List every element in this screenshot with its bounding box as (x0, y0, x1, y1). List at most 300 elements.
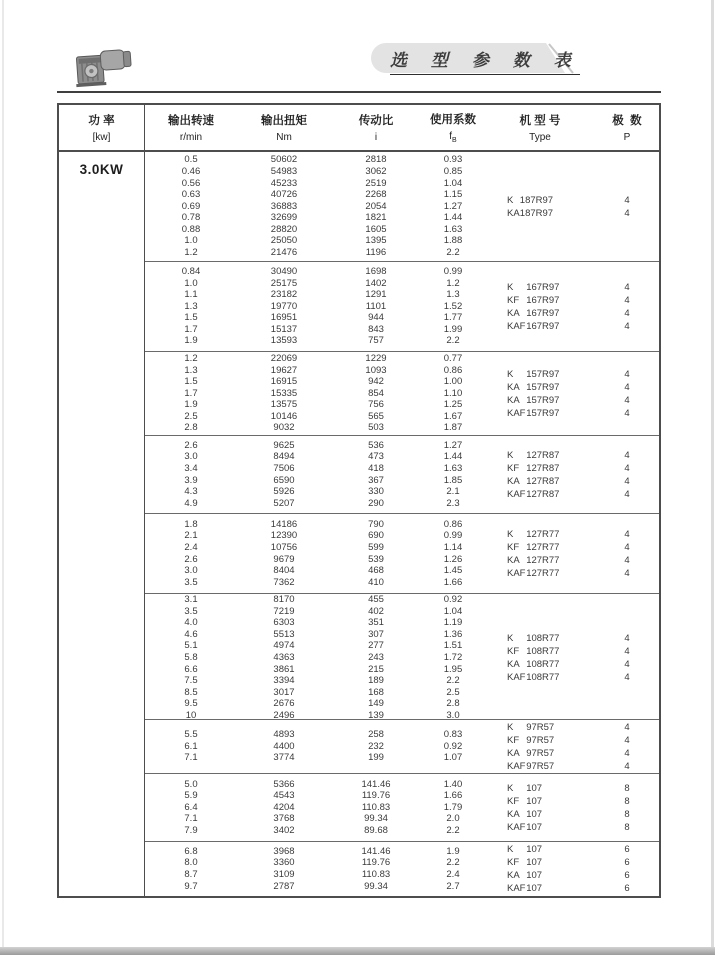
value-cell: 232 (368, 740, 384, 752)
value-cell: 15335 (270, 387, 298, 399)
value-column (331, 514, 421, 593)
value-cell: 402 (368, 605, 384, 617)
value-cell: 3861 (273, 663, 295, 675)
value-cell: 1.5 (184, 376, 198, 388)
value-cell: 757 (368, 335, 384, 347)
pole-count: 4 (624, 554, 630, 566)
header-column-label: 输出扭矩 (261, 115, 307, 127)
model-label (507, 475, 595, 488)
value-cell: 290 (368, 497, 384, 509)
pole-count: 4 (624, 207, 630, 219)
model-code: 127R87 (526, 475, 560, 487)
value-cell: 942 (368, 376, 384, 388)
value-cell: 1.66 (443, 790, 463, 802)
value-cell: 7.9 (184, 824, 198, 836)
value-cell: 599 (368, 541, 384, 553)
value-column (331, 152, 421, 261)
model-column (485, 152, 595, 261)
value-cell: 3.5 (184, 605, 198, 617)
value-column (237, 352, 331, 435)
value-cell: 0.78 (181, 212, 201, 224)
value-cell: 2.2 (446, 247, 460, 259)
model-code: 97R57 (526, 734, 555, 746)
value-cell: 1.10 (443, 387, 463, 399)
value-cell: 243 (368, 651, 384, 663)
value-cell: 1.5 (184, 312, 198, 324)
value-cell: 3017 (273, 686, 295, 698)
value-cell: 3109 (273, 869, 295, 880)
value-cell: 1.99 (443, 323, 463, 335)
value-cell: 1.36 (443, 628, 463, 640)
model-column (485, 262, 595, 351)
model-prefix: KA (507, 381, 520, 393)
value-cell: 3968 (273, 845, 295, 857)
value-cell: 6.8 (184, 845, 198, 857)
value-cell: 0.77 (443, 352, 463, 364)
value-cell: 10756 (270, 541, 298, 553)
value-column (145, 774, 237, 841)
value-cell: 1.15 (443, 189, 463, 201)
value-cell: 4.9 (184, 497, 198, 509)
value-cell: 1402 (365, 277, 387, 289)
value-cell: 1.27 (443, 439, 463, 451)
value-cell: 7.1 (184, 752, 198, 764)
model-label (507, 194, 595, 207)
model-code: 97R57 (526, 721, 555, 733)
value-cell: 3402 (273, 824, 295, 836)
pole-count: 4 (624, 528, 630, 540)
value-cell: 0.86 (443, 364, 463, 376)
poles-column (595, 514, 659, 593)
model-label (507, 449, 595, 462)
value-cell: 1.26 (443, 553, 463, 565)
model-prefix: K (507, 844, 514, 855)
value-cell: 0.99 (443, 265, 463, 277)
value-cell: 2.8 (446, 698, 460, 710)
model-label (507, 528, 595, 541)
model-code: 157R97 (526, 394, 560, 406)
value-cell: 1605 (365, 223, 387, 235)
model-code: 97R57 (526, 760, 555, 772)
model-label (507, 307, 595, 320)
model-prefix: KA (507, 870, 520, 881)
header-column-cell (145, 105, 237, 150)
pole-count: 4 (624, 394, 630, 406)
value-cell: 1.07 (443, 752, 463, 764)
value-cell: 99.34 (364, 880, 388, 892)
pole-count: 4 (624, 645, 630, 657)
model-prefix: KF (507, 734, 520, 746)
value-cell: 2.0 (446, 813, 460, 825)
pole-count: 4 (624, 658, 630, 670)
value-cell: 3.4 (184, 462, 198, 474)
model-prefix: KF (507, 462, 520, 474)
value-column (421, 594, 485, 719)
value-cell: 4893 (273, 729, 295, 741)
value-cell: 7.5 (184, 675, 198, 687)
model-label (507, 381, 595, 394)
value-cell: 2.2 (446, 335, 460, 347)
value-cell: 2.6 (184, 553, 198, 565)
value-cell: 30490 (270, 265, 298, 277)
pole-count: 4 (624, 320, 630, 332)
value-cell: 2.7 (446, 880, 460, 892)
pole-count: 4 (624, 541, 630, 553)
value-cell: 5.5 (184, 729, 198, 741)
value-cell: 4974 (273, 640, 295, 652)
value-column (331, 262, 421, 351)
model-label (507, 856, 595, 869)
value-cell: 3.0 (184, 565, 198, 577)
model-label (507, 294, 595, 307)
pole-count: 4 (624, 747, 630, 759)
value-cell: 16915 (270, 376, 298, 388)
value-cell: 565 (368, 410, 384, 422)
pole-count: 8 (624, 821, 630, 833)
value-cell: 473 (368, 451, 384, 463)
table-block (145, 719, 659, 773)
value-cell: 6.4 (184, 801, 198, 813)
value-cell: 1.9 (184, 335, 198, 347)
value-cell: 21476 (270, 247, 298, 259)
model-prefix: KAF (507, 320, 526, 332)
value-cell: 1.95 (443, 663, 463, 675)
pole-count: 4 (624, 632, 630, 644)
header-power-unit: [kw] (92, 132, 111, 143)
value-column (237, 774, 331, 841)
value-cell: 3394 (273, 675, 295, 687)
value-cell: 7219 (273, 605, 295, 617)
value-cell: 2.2 (446, 857, 460, 869)
value-column (331, 594, 421, 719)
pole-count: 6 (624, 870, 630, 881)
value-cell: 199 (368, 752, 384, 764)
model-prefix: KA (507, 658, 520, 670)
pole-count: 6 (624, 857, 630, 868)
value-column (331, 436, 421, 513)
model-prefix: KAF (507, 760, 526, 772)
value-cell: 1.0 (184, 277, 198, 289)
header-column-unit: $f_B$ (449, 131, 457, 144)
model-prefix: KF (507, 541, 520, 553)
page-title: 选 型 参 数 表 (390, 46, 580, 75)
model-prefix: KAF (507, 671, 526, 683)
model-label (507, 782, 595, 795)
value-cell: 468 (368, 565, 384, 577)
value-cell: 3.0 (184, 451, 198, 463)
value-cell: 9032 (273, 422, 295, 434)
model-prefix: K (507, 281, 514, 293)
model-column (485, 720, 595, 773)
value-cell: 277 (368, 640, 384, 652)
value-cell: 503 (368, 422, 384, 434)
model-column (485, 594, 595, 719)
value-column (237, 514, 331, 593)
value-cell: 4363 (273, 651, 295, 663)
value-column (237, 842, 331, 896)
value-cell: 0.85 (443, 165, 463, 177)
table-block (145, 841, 659, 896)
value-cell: 1.63 (443, 462, 463, 474)
value-cell: 5.8 (184, 651, 198, 663)
pole-count: 4 (624, 567, 630, 579)
model-code: 127R87 (526, 449, 560, 461)
value-column (421, 152, 485, 261)
value-cell: 119.76 (361, 857, 391, 869)
model-label (507, 760, 595, 773)
table-block (145, 435, 659, 513)
model-code: 167R97 (526, 307, 560, 319)
model-column (485, 436, 595, 513)
model-code: 108R77 (526, 658, 560, 670)
model-label (507, 869, 595, 882)
model-label (507, 488, 595, 501)
model-prefix: K (507, 632, 514, 644)
value-cell: 455 (368, 594, 384, 605)
model-code: 127R77 (526, 541, 560, 553)
value-cell: 168 (368, 686, 384, 698)
value-cell: 1.79 (443, 801, 463, 813)
value-cell: 110.83 (361, 801, 391, 813)
gearmotor-photo (74, 42, 138, 88)
model-prefix: KA (507, 394, 520, 406)
value-cell: 0.46 (181, 165, 201, 177)
value-cell: 10146 (270, 410, 298, 422)
header-column-label: 传动比 (358, 115, 394, 127)
header-column-unit: P (623, 132, 631, 143)
pole-count: 6 (624, 844, 630, 855)
model-code: 187R97 (519, 207, 554, 219)
model-label (507, 882, 595, 895)
value-cell: 5.9 (184, 790, 198, 802)
value-cell: 2519 (365, 177, 387, 189)
value-column (331, 352, 421, 435)
value-column (237, 262, 331, 351)
value-cell: 2.5 (184, 410, 198, 422)
value-column (145, 842, 237, 896)
model-prefix: KAF (507, 567, 526, 579)
value-cell: 110.83 (361, 869, 391, 880)
value-cell: 9.7 (184, 880, 198, 892)
header-column-label: 极 数 (612, 115, 642, 127)
pole-count: 4 (624, 281, 630, 293)
pole-count: 4 (624, 734, 630, 746)
data-blocks (145, 152, 659, 896)
model-label (507, 320, 595, 333)
model-label (507, 747, 595, 760)
value-cell: 756 (368, 399, 384, 411)
model-code: 127R77 (526, 554, 560, 566)
value-cell: 2.4 (184, 541, 198, 553)
model-code: 107 (526, 883, 543, 894)
table-block (145, 152, 659, 261)
model-label (507, 368, 595, 381)
table-block (145, 351, 659, 435)
value-cell: 1.04 (443, 177, 463, 189)
value-cell: 1.3 (184, 364, 198, 376)
value-cell: 2.2 (446, 824, 460, 836)
value-cell: 28820 (270, 223, 298, 235)
table-body (59, 152, 659, 896)
header-columns (145, 105, 659, 150)
value-cell: 6.1 (184, 740, 198, 752)
model-label (507, 554, 595, 567)
value-cell: 8494 (273, 451, 295, 463)
model-prefix: K (507, 721, 514, 733)
value-cell: 3.0 (446, 709, 460, 719)
model-code: 127R87 (526, 488, 560, 500)
value-cell: 5366 (273, 778, 295, 790)
value-cell: 2.3 (446, 497, 460, 509)
value-cell: 1291 (365, 289, 387, 301)
value-cell: 1.2 (184, 247, 198, 259)
gearmotor-icon (74, 42, 138, 88)
pole-count: 4 (624, 449, 630, 461)
header-column-label: 输出转速 (168, 115, 214, 127)
value-column (237, 594, 331, 719)
power-value: 3.0KW (79, 162, 124, 177)
value-cell: 0.88 (181, 223, 201, 235)
model-prefix: KA (507, 475, 520, 487)
model-label (507, 407, 595, 420)
value-cell: 45233 (270, 177, 298, 189)
model-prefix: K (507, 194, 514, 206)
header-column-unit: i (374, 132, 378, 143)
value-cell: 1.7 (184, 387, 198, 399)
value-cell: 25175 (270, 277, 298, 289)
value-cell: 4.0 (184, 617, 198, 629)
table-block (145, 261, 659, 351)
value-cell: 790 (368, 518, 384, 530)
model-code: 157R97 (526, 407, 560, 419)
value-cell: 4.3 (184, 486, 198, 498)
value-cell: 15137 (270, 323, 298, 335)
value-column (331, 842, 421, 896)
value-cell: 5.1 (184, 640, 198, 652)
value-cell: 1.77 (443, 312, 463, 324)
value-cell: 1.9 (446, 845, 460, 857)
value-cell: 1.66 (443, 576, 463, 588)
value-cell: 418 (368, 462, 384, 474)
value-cell: 22069 (270, 352, 298, 364)
value-cell: 536 (368, 439, 384, 451)
value-cell: 1.87 (443, 422, 463, 434)
model-label (507, 821, 595, 834)
model-label (507, 645, 595, 658)
model-column (485, 352, 595, 435)
value-column (421, 720, 485, 773)
pole-count: 4 (624, 194, 630, 206)
value-cell: 367 (368, 474, 384, 486)
value-cell: 1.44 (443, 451, 463, 463)
model-code: 107 (526, 808, 543, 820)
model-label (507, 567, 595, 580)
model-label (507, 207, 595, 220)
model-label (507, 734, 595, 747)
value-cell: 1.8 (184, 518, 198, 530)
header-column-cell (485, 105, 595, 150)
value-cell: 1.85 (443, 474, 463, 486)
value-cell: 1.9 (184, 399, 198, 411)
pole-count: 4 (624, 488, 630, 500)
value-cell: 32699 (270, 212, 298, 224)
table-block (145, 593, 659, 719)
value-cell: 410 (368, 576, 384, 588)
value-cell: 1.25 (443, 399, 463, 411)
value-cell: 1.40 (443, 778, 463, 790)
power-column (59, 152, 145, 896)
value-cell: 2.5 (446, 686, 460, 698)
value-cell: 8.7 (184, 869, 198, 880)
model-column (485, 514, 595, 593)
value-cell: 7362 (273, 576, 295, 588)
value-cell: 2.2 (446, 675, 460, 687)
pole-count: 4 (624, 407, 630, 419)
value-column (145, 514, 237, 593)
pole-count: 8 (624, 795, 630, 807)
value-cell: 843 (368, 323, 384, 335)
value-cell: 1.72 (443, 651, 463, 663)
value-column (145, 262, 237, 351)
model-prefix: KA (507, 207, 520, 219)
value-cell: 944 (368, 312, 384, 324)
value-cell: 2.4 (446, 869, 460, 880)
model-label (507, 281, 595, 294)
value-cell: 1698 (365, 265, 387, 277)
model-code: 107 (526, 844, 543, 855)
model-code: 107 (526, 795, 543, 807)
model-prefix: KF (507, 795, 520, 807)
value-cell: 1.63 (443, 223, 463, 235)
value-cell: 36883 (270, 200, 298, 212)
model-prefix: K (507, 449, 514, 461)
pole-count: 4 (624, 381, 630, 393)
value-cell: 4.6 (184, 628, 198, 640)
value-cell: 1.2 (184, 352, 198, 364)
model-prefix: KA (507, 554, 520, 566)
pole-count: 4 (624, 721, 630, 733)
value-cell: 307 (368, 628, 384, 640)
model-prefix: KAF (507, 883, 526, 894)
value-cell: 189 (368, 675, 384, 687)
pole-count: 8 (624, 808, 630, 820)
value-cell: 1.7 (184, 323, 198, 335)
model-column (485, 842, 595, 896)
value-cell: 1.27 (443, 200, 463, 212)
value-cell: 19770 (270, 300, 298, 312)
value-cell: 4400 (273, 740, 295, 752)
value-cell: 1.0 (184, 235, 198, 247)
header-column-cell (237, 105, 331, 150)
model-code: 108R77 (526, 632, 560, 644)
value-cell: 1093 (365, 364, 387, 376)
value-cell: 4204 (273, 801, 295, 813)
poles-column (595, 152, 659, 261)
value-cell: 5207 (273, 497, 295, 509)
value-cell: 8.0 (184, 857, 198, 869)
model-code: 107 (526, 857, 543, 868)
value-cell: 54983 (270, 165, 298, 177)
value-cell: 2496 (273, 709, 295, 719)
value-cell: 2054 (365, 200, 387, 212)
value-column (421, 842, 485, 896)
value-column (237, 152, 331, 261)
model-prefix: KAF (507, 821, 526, 833)
model-code: 127R77 (526, 567, 560, 579)
value-column (237, 436, 331, 513)
value-cell: 0.5 (184, 154, 198, 166)
model-code: 167R97 (526, 281, 560, 293)
